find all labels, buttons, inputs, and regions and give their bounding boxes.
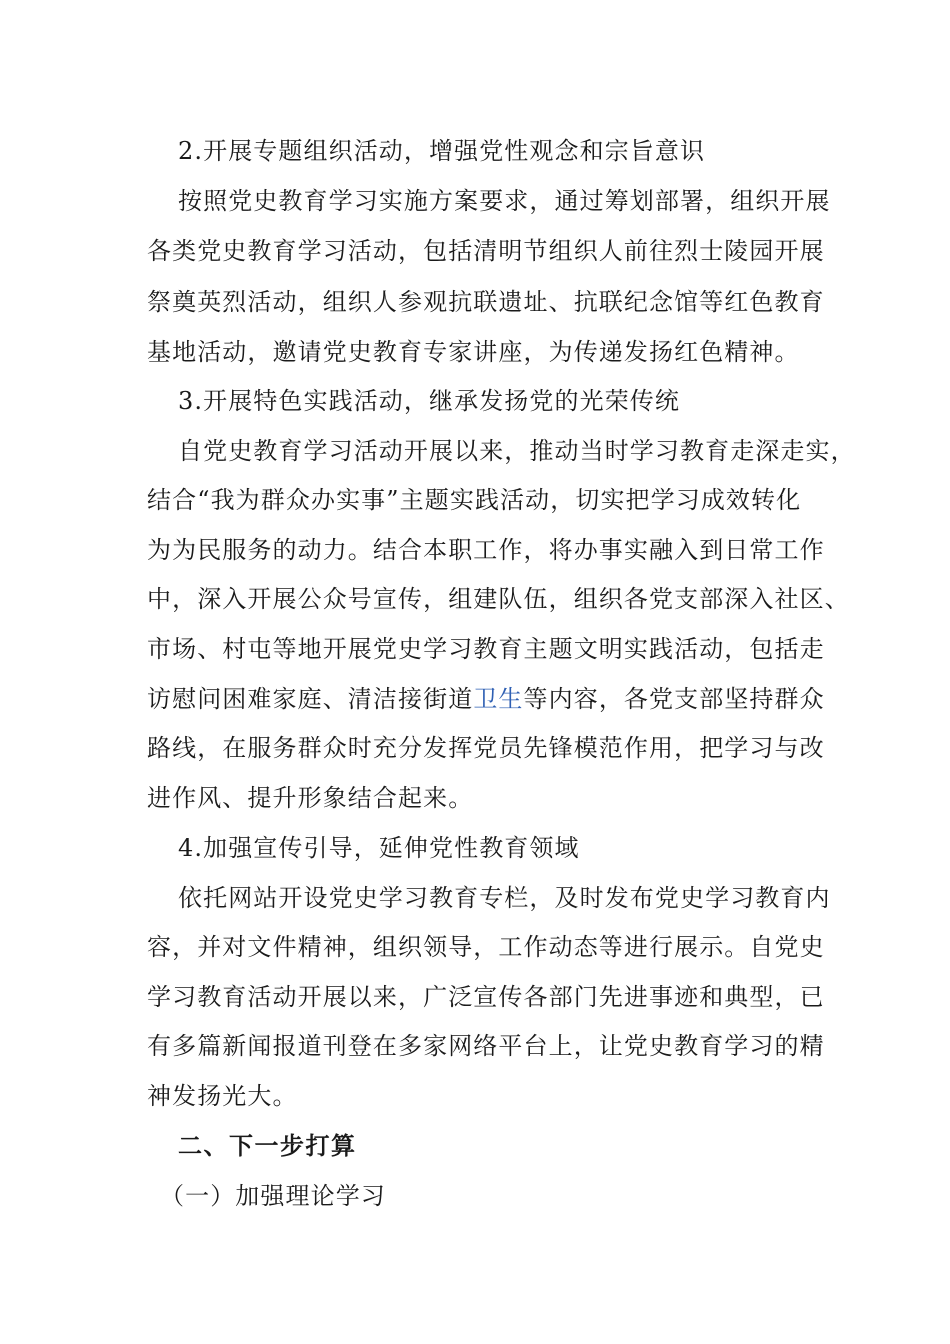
paragraph-line: 按照党史教育学习实施方案要求，通过筹划部署，组织开展: [178, 187, 831, 215]
paragraph-text: 等内容，各党支部坚持群众: [523, 685, 825, 713]
paragraph-line: 为为民服务的动力。结合本职工作，将办事实融入到日常工作: [147, 536, 825, 564]
hyperlink-text[interactable]: 卫生: [473, 685, 524, 713]
paragraph-line: 中，深入开展公众号宣传，组建队伍，组织各党支部深入社区、: [147, 585, 850, 613]
section-heading-4: 4.加强宣传引导，延伸党性教育领域: [178, 834, 580, 862]
paragraph-line: 自党史教育学习活动开展以来，推动当时学习教育走深走实，: [178, 437, 856, 465]
paragraph-line: [147, 684, 825, 714]
section-heading-3: 3.开展特色实践活动，继承发扬党的光荣传统: [178, 387, 680, 415]
paragraph-line: 容，并对文件精神，组织领导，工作动态等进行展示。自党史: [147, 933, 825, 961]
section-heading-2: 2.开展专题组织活动，增强党性观念和宗旨意识: [178, 137, 706, 165]
paragraph-line: 基地活动，邀请党史教育专家讲座，为传递发扬红色精神。: [147, 338, 800, 366]
paragraph-line: 结合“我为群众办实事”主题实践活动，切实把学习成效转化: [147, 486, 802, 514]
paragraph-line: 各类党史教育学习活动，包括清明节组织人前往烈士陵园开展: [147, 237, 825, 265]
paragraph-text: 访慰问困难家庭、清洁接街道: [147, 685, 474, 713]
paragraph-line: 神发扬光大。: [147, 1082, 298, 1110]
paragraph-line: 学习教育活动开展以来，广泛宣传各部门先进事迹和典型，已: [147, 983, 825, 1011]
paragraph-line: 市场、村屯等地开展党史学习教育主题文明实践活动，包括走: [147, 635, 825, 663]
paragraph-line: 依托网站开设党史学习教育专栏，及时发布党史学习教育内: [178, 884, 831, 912]
paragraph-line: 进作风、提升形象结合起来。: [147, 784, 474, 812]
part-heading: 二、下一步打算: [178, 1132, 357, 1160]
paragraph-line: 路线，在服务群众时充分发挥党员先锋模范作用，把学习与改: [147, 734, 825, 762]
paragraph-line: 有多篇新闻报道刊登在多家网络平台上，让党史教育学习的精: [147, 1032, 825, 1060]
paragraph-line: 祭奠英烈活动，组织人参观抗联遗址、抗联纪念馆等红色教育: [147, 288, 825, 316]
subsection-heading: （一）加强理论学习: [160, 1182, 386, 1210]
